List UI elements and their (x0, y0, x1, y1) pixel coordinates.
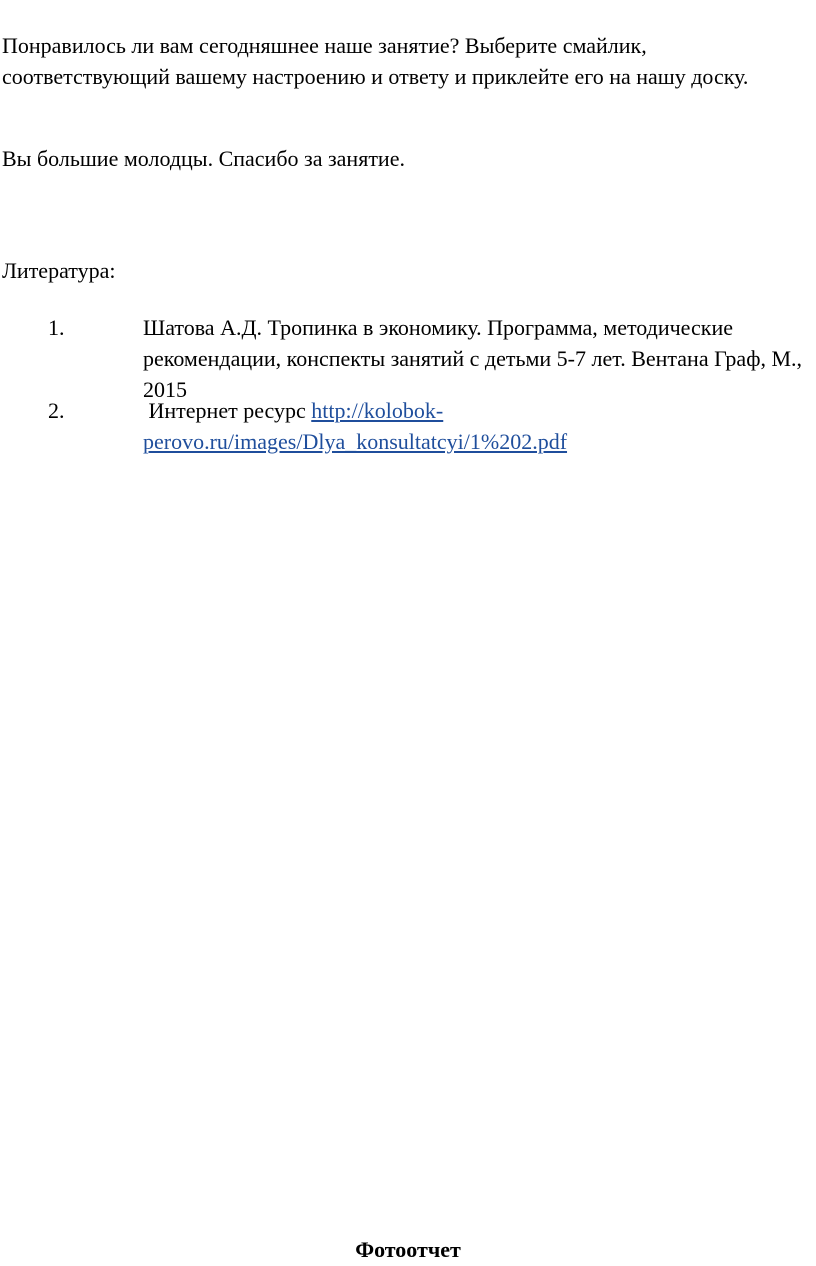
reference-prefix: Интернет ресурс (143, 398, 312, 423)
intro-paragraph: Понравилось ли вам сегодняшнее наше занятие? Выберите смайлик, соответствующий вашему настроению и ответу и приклейте его на нашу доску. (2, 33, 749, 89)
reference-text: Шатова А.Д. Тропинка в экономику. Программа, методические рекомендации, конспекты занятий с детьми 5-7 лет. Вентана Граф, М., 2015 (143, 315, 803, 402)
literature-heading: Литература: (2, 258, 116, 283)
reference-text (143, 395, 815, 457)
reference-link-part2: perovo.ru/images/Dlya_konsultatcyi/1%202.pdf (143, 429, 568, 454)
reference-link-part1: http://kolobok- (311, 398, 444, 423)
reference-number: 1. (48, 315, 65, 340)
thanks-paragraph: Вы большие молодцы. Спасибо за занятие. (2, 146, 405, 171)
photo-report-title: Фотоотчет (355, 1237, 461, 1262)
reference-number: 2. (48, 398, 65, 423)
